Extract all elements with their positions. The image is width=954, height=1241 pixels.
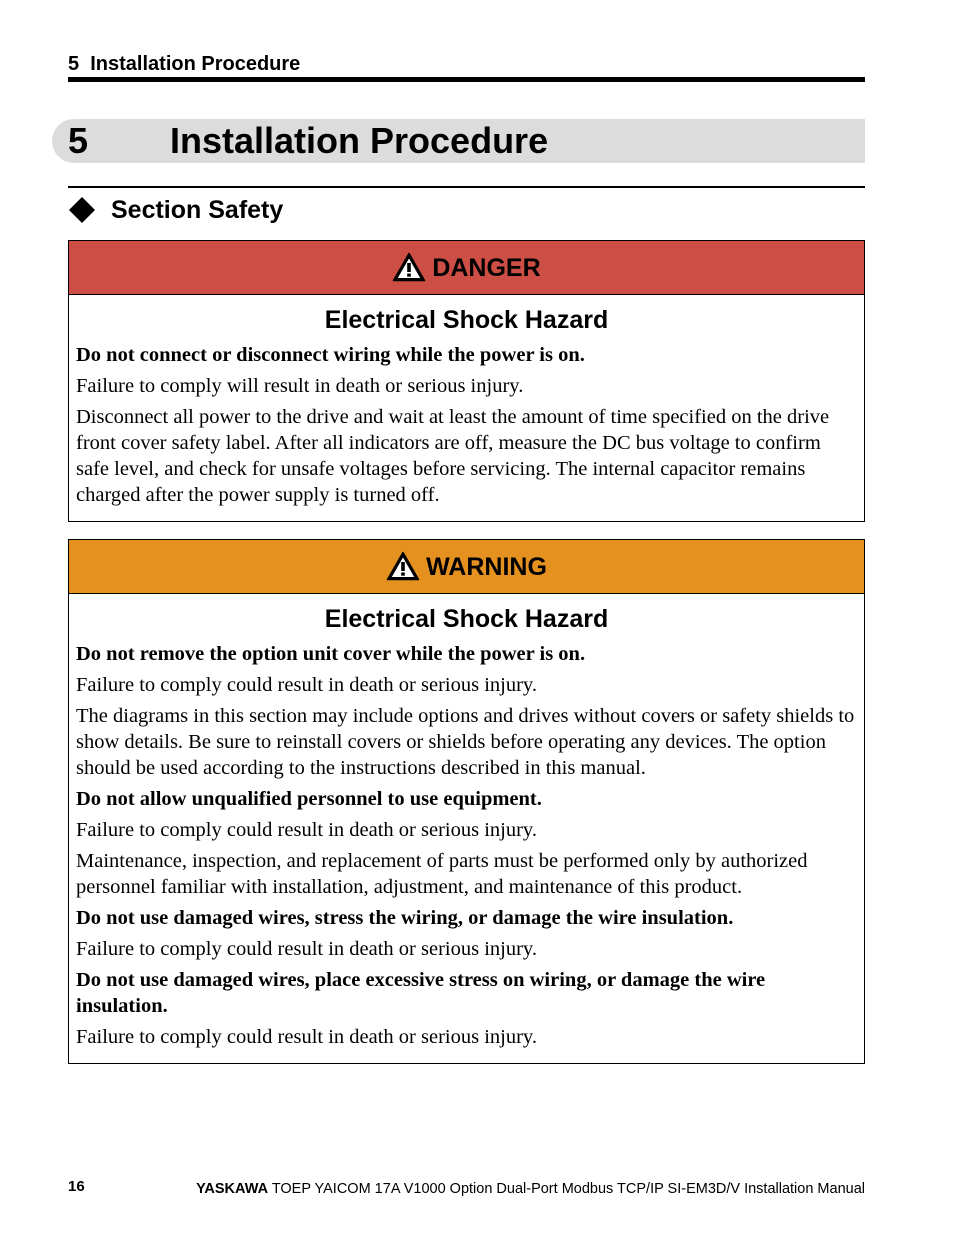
danger-label: DANGER: [432, 253, 541, 282]
body-text: Disconnect all power to the drive and wait at least the amount of time specified on the drive front cover safety label. After all indicators are off, measure the DC bus voltage to confirm safe level, and check for unsafe voltages before servicing. The internal capacitor remains charged after the power supply is turned off.: [76, 406, 830, 506]
danger-body: [69, 295, 864, 521]
section-title: Section Safety: [111, 196, 284, 224]
page-number: 16: [68, 1178, 85, 1195]
warning-box: [68, 539, 865, 1064]
section-heading: [68, 194, 283, 226]
instruction-text: Do not connect or disconnect wiring while the power is on.: [76, 344, 585, 366]
warning-paragraphs: [76, 641, 857, 1050]
danger-banner: [69, 241, 864, 295]
running-header: 5 Installation Procedure: [68, 53, 301, 75]
body-text: Failure to comply will result in death or serious injury.: [76, 375, 524, 397]
footer-brand: YASKAWA: [196, 1181, 269, 1197]
warning-banner: [69, 540, 864, 594]
chapter-number: 5: [68, 120, 89, 161]
body-text: The diagrams in this section may include options and drives without covers or safety shields to show details. Be sure to reinstall covers or shields before operating any devices. The option should be used according to the instructions described in this manual.: [76, 705, 855, 779]
danger-paragraphs: [76, 342, 857, 508]
diamond-bullet-icon: [68, 196, 96, 224]
footer-title: TOEP YAICOM 17A V1000 Option Dual-Port Modbus TCP/IP SI-EM3D/V Installation Manual: [268, 1181, 865, 1197]
footer-text: [196, 1180, 865, 1198]
body-text: Failure to comply could result in death or serious injury.: [76, 819, 537, 841]
section-rule: [68, 186, 865, 188]
body-text: Failure to comply could result in death or serious injury.: [76, 938, 537, 960]
instruction-text: Do not use damaged wires, stress the wiring, or damage the wire insulation.: [76, 907, 734, 929]
body-text: Maintenance, inspection, and replacement of parts must be performed only by authorized personnel familiar with installation, adjustment, and maintenance of this product.: [76, 850, 808, 898]
hazard-title: Electrical Shock Hazard: [324, 306, 609, 334]
instruction-text: Do not remove the option unit cover while the power is on.: [76, 643, 586, 665]
hazard-title: Electrical Shock Hazard: [324, 605, 609, 633]
warning-triangle-icon: [392, 252, 426, 282]
warning-label: WARNING: [426, 552, 547, 581]
body-text: Failure to comply could result in death or serious injury.: [76, 1026, 537, 1048]
body-text: Failure to comply could result in death or serious injury.: [76, 674, 537, 696]
instruction-text: Do not use damaged wires, place excessive stress on wiring, or damage the wire insulation.: [76, 969, 766, 1017]
warning-body: [69, 594, 864, 1063]
danger-box: [68, 240, 865, 522]
instruction-text: Do not allow unqualified personnel to use equipment.: [76, 788, 542, 810]
chapter-title: Installation Procedure: [170, 120, 549, 161]
header-rule: [68, 77, 865, 82]
warning-triangle-icon: [386, 551, 420, 581]
